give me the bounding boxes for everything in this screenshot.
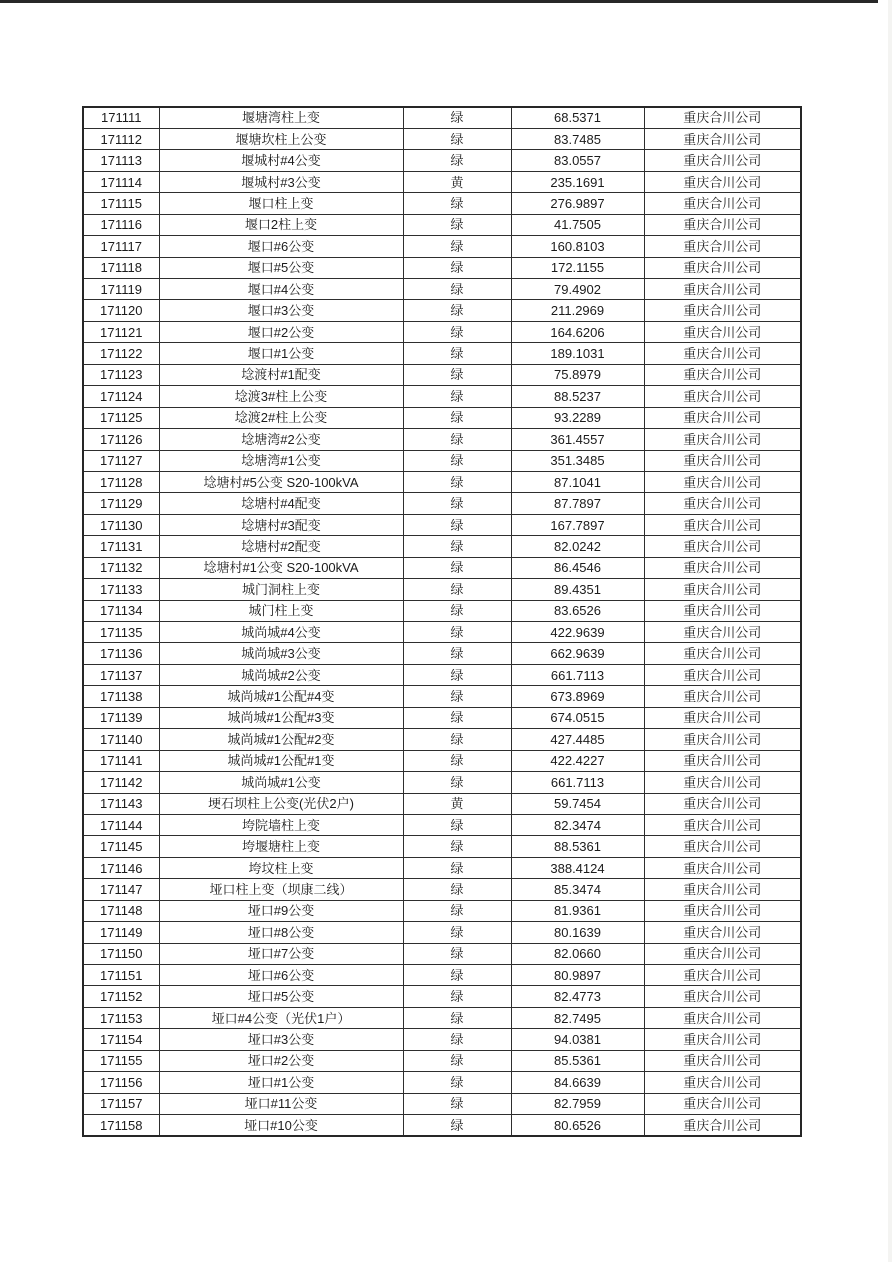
cell-company: 重庆合川公司 <box>644 729 801 750</box>
cell-name: 堰塘湾柱上变 <box>159 107 403 128</box>
cell-id: 171114 <box>83 171 159 192</box>
cell-status: 绿 <box>403 321 511 342</box>
cell-status: 绿 <box>403 986 511 1007</box>
cell-id: 171136 <box>83 643 159 664</box>
table-row <box>83 364 801 385</box>
cell-id: 171149 <box>83 922 159 943</box>
cell-company: 重庆合川公司 <box>644 1050 801 1071</box>
cell-status: 绿 <box>403 1072 511 1093</box>
cell-id: 171133 <box>83 579 159 600</box>
cell-company: 重庆合川公司 <box>644 879 801 900</box>
cell-value: 160.8103 <box>511 236 644 257</box>
cell-name: 城尚城#4公变 <box>159 622 403 643</box>
cell-status: 绿 <box>403 879 511 900</box>
cell-value: 388.4124 <box>511 857 644 878</box>
table-row <box>83 257 801 278</box>
table-row <box>83 300 801 321</box>
table-row <box>83 1093 801 1114</box>
cell-status: 绿 <box>403 1093 511 1114</box>
cell-value: 83.6526 <box>511 600 644 621</box>
cell-status: 绿 <box>403 772 511 793</box>
cell-company: 重庆合川公司 <box>644 686 801 707</box>
cell-value: 211.2969 <box>511 300 644 321</box>
table-row <box>83 343 801 364</box>
table-row <box>83 965 801 986</box>
cell-value: 662.9639 <box>511 643 644 664</box>
cell-id: 171157 <box>83 1093 159 1114</box>
table-row <box>83 707 801 728</box>
cell-value: 83.0557 <box>511 150 644 171</box>
cell-id: 171144 <box>83 814 159 835</box>
cell-name: 垮院墙柱上变 <box>159 814 403 835</box>
table-row <box>83 536 801 557</box>
cell-company: 重庆合川公司 <box>644 257 801 278</box>
cell-value: 83.7485 <box>511 128 644 149</box>
table-row <box>83 793 801 814</box>
cell-company: 重庆合川公司 <box>644 300 801 321</box>
table-row <box>83 600 801 621</box>
cell-value: 80.9897 <box>511 965 644 986</box>
cell-status: 绿 <box>403 557 511 578</box>
cell-company: 重庆合川公司 <box>644 965 801 986</box>
cell-id: 171119 <box>83 279 159 300</box>
cell-status: 绿 <box>403 922 511 943</box>
cell-name: 垭口#4公变（光伏1户） <box>159 1007 403 1028</box>
cell-name: 垮坟柱上变 <box>159 857 403 878</box>
table-row <box>83 557 801 578</box>
cell-id: 171134 <box>83 600 159 621</box>
cell-name: 城尚城#1公配#2变 <box>159 729 403 750</box>
cell-status: 绿 <box>403 943 511 964</box>
cell-id: 171118 <box>83 257 159 278</box>
cell-value: 422.4227 <box>511 750 644 771</box>
cell-company: 重庆合川公司 <box>644 986 801 1007</box>
cell-name: 埝渡村#1配变 <box>159 364 403 385</box>
cell-id: 171130 <box>83 514 159 535</box>
cell-id: 171139 <box>83 707 159 728</box>
cell-name: 埝塘村#1公变 S20-100kVA <box>159 557 403 578</box>
cell-status: 绿 <box>403 364 511 385</box>
table-row <box>83 279 801 300</box>
cell-company: 重庆合川公司 <box>644 364 801 385</box>
cell-id: 171143 <box>83 793 159 814</box>
cell-id: 171158 <box>83 1115 159 1136</box>
table-row <box>83 407 801 428</box>
table-row <box>83 814 801 835</box>
cell-value: 85.5361 <box>511 1050 644 1071</box>
cell-status: 绿 <box>403 107 511 128</box>
cell-company: 重庆合川公司 <box>644 1029 801 1050</box>
cell-name: 垭口#10公变 <box>159 1115 403 1136</box>
cell-status: 绿 <box>403 450 511 471</box>
cell-name: 城门柱上变 <box>159 600 403 621</box>
cell-value: 82.0242 <box>511 536 644 557</box>
table-row <box>83 150 801 171</box>
table-row <box>83 943 801 964</box>
table-row <box>83 493 801 514</box>
cell-id: 171155 <box>83 1050 159 1071</box>
cell-id: 171153 <box>83 1007 159 1028</box>
cell-company: 重庆合川公司 <box>644 386 801 407</box>
cell-name: 堰口#5公变 <box>159 257 403 278</box>
cell-name: 城尚城#1公配#4变 <box>159 686 403 707</box>
cell-company: 重庆合川公司 <box>644 922 801 943</box>
cell-id: 171125 <box>83 407 159 428</box>
cell-name: 堰口#2公变 <box>159 321 403 342</box>
cell-value: 661.7113 <box>511 664 644 685</box>
cell-status: 绿 <box>403 279 511 300</box>
cell-name: 垭口#6公变 <box>159 965 403 986</box>
table-row <box>83 643 801 664</box>
cell-value: 87.7897 <box>511 493 644 514</box>
cell-id: 171145 <box>83 836 159 857</box>
cell-status: 绿 <box>403 471 511 492</box>
cell-status: 绿 <box>403 128 511 149</box>
table-row <box>83 686 801 707</box>
cell-status: 绿 <box>403 1007 511 1028</box>
cell-company: 重庆合川公司 <box>644 793 801 814</box>
cell-company: 重庆合川公司 <box>644 943 801 964</box>
cell-company: 重庆合川公司 <box>644 1007 801 1028</box>
cell-company: 重庆合川公司 <box>644 193 801 214</box>
cell-company: 重庆合川公司 <box>644 214 801 235</box>
cell-value: 427.4485 <box>511 729 644 750</box>
cell-company: 重庆合川公司 <box>644 150 801 171</box>
cell-status: 绿 <box>403 150 511 171</box>
cell-name: 埝渡3#柱上公变 <box>159 386 403 407</box>
cell-id: 171113 <box>83 150 159 171</box>
cell-value: 93.2289 <box>511 407 644 428</box>
table-row <box>83 922 801 943</box>
cell-name: 城尚城#3公变 <box>159 643 403 664</box>
cell-company: 重庆合川公司 <box>644 664 801 685</box>
table-row <box>83 664 801 685</box>
cell-id: 171132 <box>83 557 159 578</box>
cell-value: 75.8979 <box>511 364 644 385</box>
table-row <box>83 386 801 407</box>
cell-value: 89.4351 <box>511 579 644 600</box>
cell-id: 171111 <box>83 107 159 128</box>
cell-id: 171146 <box>83 857 159 878</box>
cell-value: 88.5237 <box>511 386 644 407</box>
table-row <box>83 772 801 793</box>
cell-value: 351.3485 <box>511 450 644 471</box>
page-top-edge-line <box>0 0 878 3</box>
cell-company: 重庆合川公司 <box>644 450 801 471</box>
table-row <box>83 836 801 857</box>
table-row <box>83 471 801 492</box>
cell-value: 82.7959 <box>511 1093 644 1114</box>
cell-company: 重庆合川公司 <box>644 493 801 514</box>
cell-company: 重庆合川公司 <box>644 857 801 878</box>
cell-id: 171112 <box>83 128 159 149</box>
cell-name: 堰口2柱上变 <box>159 214 403 235</box>
cell-company: 重庆合川公司 <box>644 128 801 149</box>
cell-value: 361.4557 <box>511 429 644 450</box>
cell-value: 68.5371 <box>511 107 644 128</box>
cell-name: 堰城村#3公变 <box>159 171 403 192</box>
transformer-table-container <box>82 106 802 1137</box>
cell-company: 重庆合川公司 <box>644 1115 801 1136</box>
cell-id: 171129 <box>83 493 159 514</box>
cell-value: 82.4773 <box>511 986 644 1007</box>
table-row <box>83 579 801 600</box>
cell-name: 城尚城#2公变 <box>159 664 403 685</box>
cell-status: 绿 <box>403 600 511 621</box>
table-row <box>83 171 801 192</box>
cell-status: 绿 <box>403 193 511 214</box>
cell-id: 171126 <box>83 429 159 450</box>
cell-name: 堰口#6公变 <box>159 236 403 257</box>
cell-value: 94.0381 <box>511 1029 644 1050</box>
table-row <box>83 857 801 878</box>
cell-name: 埝塘村#4配变 <box>159 493 403 514</box>
cell-name: 堰口#4公变 <box>159 279 403 300</box>
cell-name: 堰口#1公变 <box>159 343 403 364</box>
cell-status: 绿 <box>403 300 511 321</box>
cell-name: 城尚城#1公配#1变 <box>159 750 403 771</box>
cell-name: 垭口#8公变 <box>159 922 403 943</box>
cell-id: 171152 <box>83 986 159 1007</box>
cell-id: 171142 <box>83 772 159 793</box>
cell-name: 城尚城#1公变 <box>159 772 403 793</box>
cell-value: 81.9361 <box>511 900 644 921</box>
cell-id: 171135 <box>83 622 159 643</box>
cell-status: 绿 <box>403 857 511 878</box>
cell-name: 埝塘村#3配变 <box>159 514 403 535</box>
cell-name: 埝塘村#5公变 S20-100kVA <box>159 471 403 492</box>
cell-name: 堰城村#4公变 <box>159 150 403 171</box>
cell-id: 171141 <box>83 750 159 771</box>
cell-value: 87.1041 <box>511 471 644 492</box>
table-row <box>83 729 801 750</box>
cell-value: 41.7505 <box>511 214 644 235</box>
cell-status: 绿 <box>403 1115 511 1136</box>
cell-id: 171140 <box>83 729 159 750</box>
cell-value: 86.4546 <box>511 557 644 578</box>
cell-id: 171120 <box>83 300 159 321</box>
cell-company: 重庆合川公司 <box>644 279 801 300</box>
cell-company: 重庆合川公司 <box>644 514 801 535</box>
cell-company: 重庆合川公司 <box>644 622 801 643</box>
table-row <box>83 107 801 128</box>
cell-id: 171121 <box>83 321 159 342</box>
cell-value: 167.7897 <box>511 514 644 535</box>
cell-id: 171117 <box>83 236 159 257</box>
cell-status: 绿 <box>403 707 511 728</box>
cell-value: 422.9639 <box>511 622 644 643</box>
cell-value: 80.6526 <box>511 1115 644 1136</box>
cell-id: 171138 <box>83 686 159 707</box>
cell-company: 重庆合川公司 <box>644 707 801 728</box>
cell-company: 重庆合川公司 <box>644 236 801 257</box>
cell-status: 绿 <box>403 536 511 557</box>
table-row <box>83 1029 801 1050</box>
cell-value: 79.4902 <box>511 279 644 300</box>
cell-company: 重庆合川公司 <box>644 321 801 342</box>
cell-value: 674.0515 <box>511 707 644 728</box>
cell-status: 绿 <box>403 686 511 707</box>
cell-value: 172.1155 <box>511 257 644 278</box>
cell-name: 埝塘村#2配变 <box>159 536 403 557</box>
cell-id: 171115 <box>83 193 159 214</box>
cell-id: 171122 <box>83 343 159 364</box>
cell-value: 88.5361 <box>511 836 644 857</box>
table-row <box>83 1007 801 1028</box>
cell-value: 59.7454 <box>511 793 644 814</box>
cell-company: 重庆合川公司 <box>644 900 801 921</box>
cell-value: 189.1031 <box>511 343 644 364</box>
cell-status: 绿 <box>403 900 511 921</box>
cell-id: 171137 <box>83 664 159 685</box>
cell-status: 绿 <box>403 214 511 235</box>
cell-id: 171124 <box>83 386 159 407</box>
cell-value: 235.1691 <box>511 171 644 192</box>
cell-company: 重庆合川公司 <box>644 171 801 192</box>
cell-name: 垭口#11公变 <box>159 1093 403 1114</box>
cell-status: 绿 <box>403 343 511 364</box>
table-row <box>83 236 801 257</box>
cell-value: 673.8969 <box>511 686 644 707</box>
cell-name: 垭口#1公变 <box>159 1072 403 1093</box>
cell-company: 重庆合川公司 <box>644 1093 801 1114</box>
cell-company: 重庆合川公司 <box>644 836 801 857</box>
table-row <box>83 900 801 921</box>
cell-name: 堰口#3公变 <box>159 300 403 321</box>
cell-id: 171128 <box>83 471 159 492</box>
cell-name: 垭口#9公变 <box>159 900 403 921</box>
cell-id: 171127 <box>83 450 159 471</box>
table-row <box>83 750 801 771</box>
cell-company: 重庆合川公司 <box>644 471 801 492</box>
cell-status: 绿 <box>403 1050 511 1071</box>
table-row <box>83 214 801 235</box>
cell-company: 重庆合川公司 <box>644 750 801 771</box>
cell-name: 埝渡2#柱上公变 <box>159 407 403 428</box>
cell-name: 垭口#7公变 <box>159 943 403 964</box>
cell-status: 绿 <box>403 814 511 835</box>
table-row <box>83 986 801 1007</box>
cell-status: 绿 <box>403 836 511 857</box>
cell-name: 垭口#2公变 <box>159 1050 403 1071</box>
table-row <box>83 622 801 643</box>
cell-name: 堰塘坎柱上公变 <box>159 128 403 149</box>
cell-id: 171148 <box>83 900 159 921</box>
cell-status: 绿 <box>403 407 511 428</box>
cell-id: 171123 <box>83 364 159 385</box>
cell-id: 171116 <box>83 214 159 235</box>
cell-status: 绿 <box>403 236 511 257</box>
page-right-edge-shade <box>888 0 892 1262</box>
cell-value: 661.7113 <box>511 772 644 793</box>
cell-status: 绿 <box>403 257 511 278</box>
cell-id: 171151 <box>83 965 159 986</box>
cell-name: 垭口#5公变 <box>159 986 403 1007</box>
cell-status: 黄 <box>403 171 511 192</box>
table-row <box>83 450 801 471</box>
table-row <box>83 321 801 342</box>
cell-status: 绿 <box>403 579 511 600</box>
cell-name: 城门洞柱上变 <box>159 579 403 600</box>
cell-value: 82.7495 <box>511 1007 644 1028</box>
cell-company: 重庆合川公司 <box>644 814 801 835</box>
cell-company: 重庆合川公司 <box>644 772 801 793</box>
cell-status: 绿 <box>403 493 511 514</box>
cell-company: 重庆合川公司 <box>644 579 801 600</box>
cell-name: 垭口柱上变（坝康二线） <box>159 879 403 900</box>
cell-status: 绿 <box>403 386 511 407</box>
cell-name: 垭口#3公变 <box>159 1029 403 1050</box>
table-row <box>83 1072 801 1093</box>
cell-name: 堰口柱上变 <box>159 193 403 214</box>
cell-name: 垮堰塘柱上变 <box>159 836 403 857</box>
cell-id: 171154 <box>83 1029 159 1050</box>
cell-value: 82.3474 <box>511 814 644 835</box>
cell-company: 重庆合川公司 <box>644 343 801 364</box>
cell-status: 绿 <box>403 965 511 986</box>
table-row <box>83 1050 801 1071</box>
table-row <box>83 1115 801 1136</box>
cell-status: 绿 <box>403 750 511 771</box>
cell-status: 绿 <box>403 514 511 535</box>
cell-company: 重庆合川公司 <box>644 643 801 664</box>
cell-id: 171131 <box>83 536 159 557</box>
table-row <box>83 193 801 214</box>
transformer-table <box>82 106 802 1137</box>
cell-status: 黄 <box>403 793 511 814</box>
cell-name: 埂石坝柱上公变(光伏2户) <box>159 793 403 814</box>
cell-id: 171156 <box>83 1072 159 1093</box>
table-row <box>83 879 801 900</box>
table-row <box>83 429 801 450</box>
cell-status: 绿 <box>403 429 511 450</box>
table-row <box>83 514 801 535</box>
cell-status: 绿 <box>403 664 511 685</box>
cell-value: 80.1639 <box>511 922 644 943</box>
cell-name: 埝塘湾#2公变 <box>159 429 403 450</box>
cell-company: 重庆合川公司 <box>644 536 801 557</box>
cell-id: 171147 <box>83 879 159 900</box>
cell-company: 重庆合川公司 <box>644 600 801 621</box>
cell-company: 重庆合川公司 <box>644 429 801 450</box>
cell-company: 重庆合川公司 <box>644 1072 801 1093</box>
cell-value: 84.6639 <box>511 1072 644 1093</box>
cell-value: 276.9897 <box>511 193 644 214</box>
cell-value: 164.6206 <box>511 321 644 342</box>
cell-company: 重庆合川公司 <box>644 107 801 128</box>
cell-status: 绿 <box>403 643 511 664</box>
cell-status: 绿 <box>403 729 511 750</box>
cell-status: 绿 <box>403 622 511 643</box>
cell-name: 城尚城#1公配#3变 <box>159 707 403 728</box>
cell-company: 重庆合川公司 <box>644 557 801 578</box>
cell-id: 171150 <box>83 943 159 964</box>
cell-value: 85.3474 <box>511 879 644 900</box>
cell-status: 绿 <box>403 1029 511 1050</box>
table-row <box>83 128 801 149</box>
cell-name: 埝塘湾#1公变 <box>159 450 403 471</box>
cell-company: 重庆合川公司 <box>644 407 801 428</box>
cell-value: 82.0660 <box>511 943 644 964</box>
